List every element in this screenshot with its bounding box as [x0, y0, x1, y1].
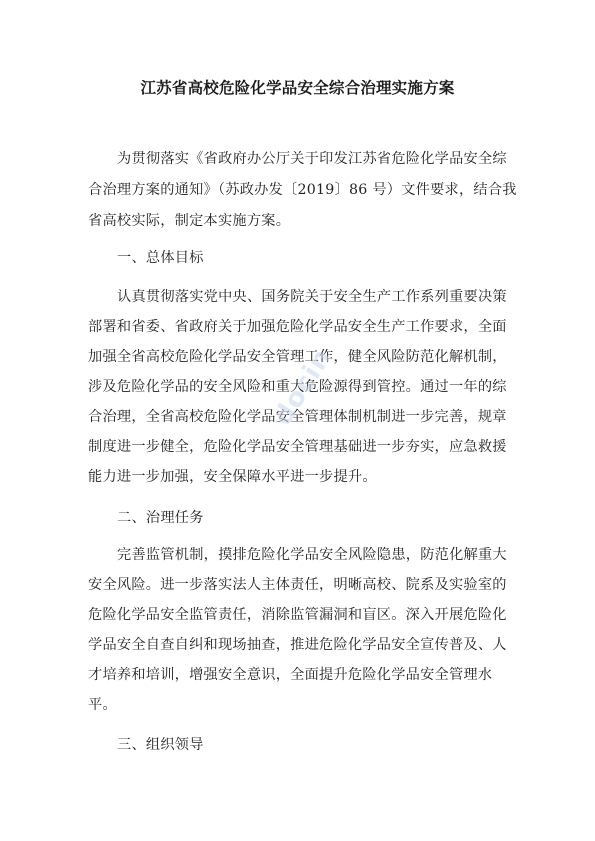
section2-line-2: 安全风险。进一步落实法人主体责任，明晰高校、院系及实验室的	[88, 577, 507, 593]
watermark-logo: docin	[267, 343, 339, 431]
section2-line-1: 完善监管机制，摸排危险化学品安全风险隐患，防范化解重大	[117, 547, 507, 563]
document-title: 江苏省高校危险化学品安全综合治理实施方案	[140, 79, 455, 97]
section1-line-5: 合治理，全省高校危险化学品安全管理体制机制进一步完善，规章	[88, 409, 507, 425]
section2-line-6: 平。	[88, 697, 117, 713]
section2-heading: 二、治理任务	[117, 510, 204, 526]
section2-line-5: 才培养和培训，增强安全意识，全面提升危险化学品安全管理水	[88, 667, 493, 683]
section1-line-7: 能力进一步加强，安全保障水平进一步提升。	[88, 469, 377, 485]
intro-line-3: 省高校实际，制定本实施方案。	[88, 213, 291, 229]
section1-line-3: 加强全省高校危险化学品安全管理工作，健全风险防范化解机制，	[88, 349, 507, 365]
section1-heading: 一、总体目标	[117, 250, 204, 266]
section1-line-1: 认真贯彻落实党中央、国务院关于安全生产工作系列重要决策	[117, 289, 507, 305]
section3-heading: 三、组织领导	[117, 737, 204, 753]
section1-line-4: 涉及危险化学品的安全风险和重大危险源得到管控。通过一年的综	[88, 379, 507, 395]
section1-line-6: 制度进一步健全，危险化学品安全管理基础进一步夯实，应急救援	[88, 439, 507, 455]
intro-line-2: 合治理方案的通知》（苏政办发〔2019〕86 号）文件要求，结合我	[88, 182, 517, 198]
section1-line-2: 部署和省委、省政府关于加强危险化学品安全生产工作要求，全面	[88, 319, 507, 335]
section2-line-3: 危险化学品安全监管责任，消除监管漏洞和盲区。深入开展危险化	[88, 607, 507, 623]
section2-line-4: 学品安全自查自纠和现场抽查，推进危险化学品安全宣传普及、人	[88, 637, 507, 653]
intro-line-1: 为贯彻落实《省政府办公厅关于印发江苏省危险化学品安全综	[117, 151, 507, 167]
